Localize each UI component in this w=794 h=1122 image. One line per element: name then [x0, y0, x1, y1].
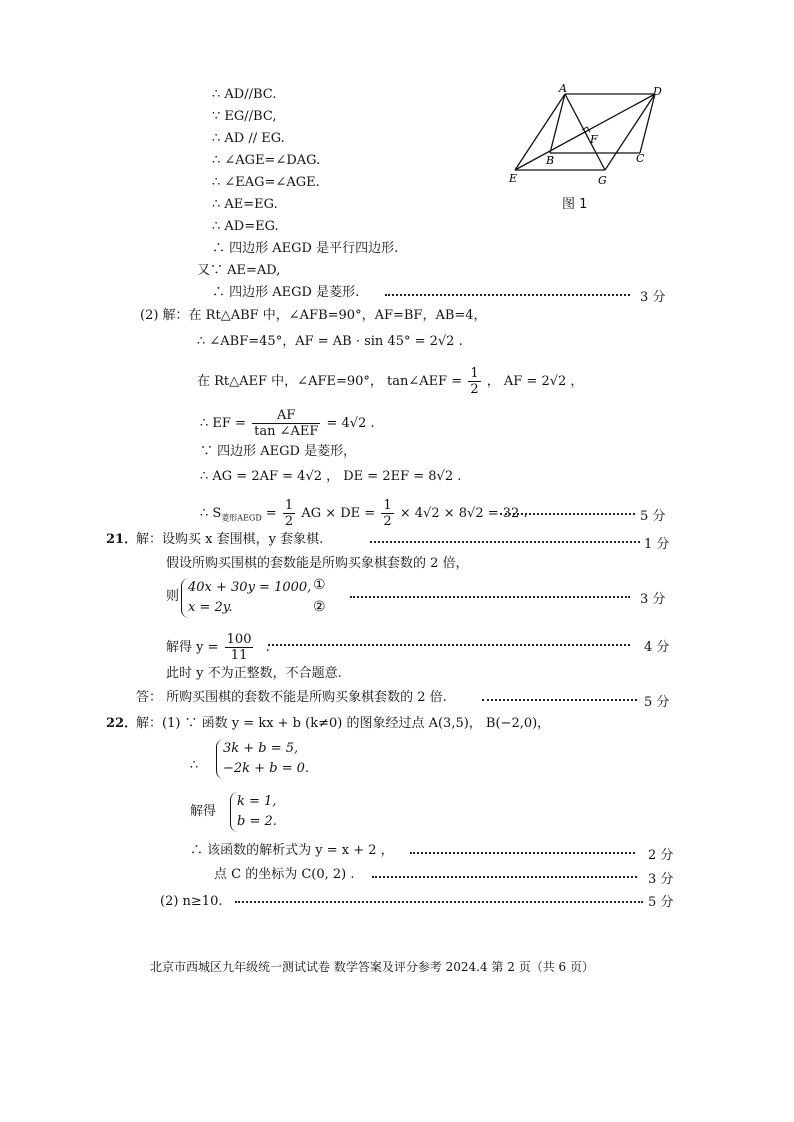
- question-number: 21．: [106, 532, 138, 547]
- segment-dg: [605, 94, 655, 170]
- equation-system: [216, 739, 309, 779]
- area-result: × 4√2 × 8√2 = 32 .: [399, 506, 528, 521]
- equation-system: [181, 578, 311, 618]
- q21-answer: 答： 所购买围棋的套数不能是所购买象棋套数的 2 倍.: [136, 690, 447, 705]
- segment-ae: [515, 94, 565, 170]
- leader-dots: [500, 503, 635, 515]
- part2-line-7: [200, 498, 528, 529]
- period: .: [265, 640, 270, 655]
- figure-caption: 图 1: [562, 197, 588, 212]
- score-label: 5 分: [640, 509, 666, 524]
- fraction-numerator: 1: [284, 498, 294, 513]
- point-label-b: B: [546, 154, 555, 167]
- proof-line-5: ∴ ∠EAG=∠AGE.: [212, 175, 320, 190]
- leader-dots: [268, 634, 630, 646]
- part2-line-3: [197, 366, 583, 397]
- leader-dots: [350, 586, 630, 598]
- fraction-denominator: tan ∠AEF: [254, 424, 319, 439]
- question-number: 22．: [106, 716, 138, 731]
- q21-then: 则: [166, 589, 180, 604]
- part2-line-2: ∴ ∠ABF=45°，AF = AB · sin 45° = 2√2 .: [197, 334, 463, 349]
- ef-result: = 4√2 .: [326, 416, 375, 431]
- score-label: 3 分: [640, 592, 666, 607]
- leader-dots: [410, 842, 635, 854]
- score-label: 2 分: [648, 848, 674, 863]
- area-label: ∴ S: [200, 506, 222, 521]
- part2-line-3-text: 在 Rt△AEF 中，∠AFE=90°， tan∠AEF =: [197, 374, 463, 389]
- q22-line-5: (2) n≥10.: [160, 894, 223, 909]
- fraction-half: [283, 498, 295, 529]
- fraction-half: [468, 366, 480, 397]
- q22-line-1: 解：(1) ∵ 函数 y = kx + b (k≠0) 的图象经过点 A(3,5)， B(−2,0)，: [136, 716, 551, 731]
- proof-line-1: ∴ AD//BC.: [212, 87, 277, 102]
- proof-line-2: ∵ EG//BC,: [212, 109, 277, 124]
- segment-dc: [640, 94, 655, 153]
- leader-dots: [372, 866, 637, 878]
- solve-label: 解得 y =: [166, 640, 219, 655]
- equation-2: −2k + b = 0.: [223, 761, 310, 776]
- q21-line-5: 此时 y 不为正整数，不合题意.: [166, 666, 342, 681]
- equation-1: k = 1,: [237, 794, 277, 809]
- fraction-numerator: 1: [383, 498, 392, 513]
- part2-line-6: ∴ AG = 2AF = 4√2 ， DE = 2EF = 8√2 .: [200, 469, 462, 484]
- score-label: 1 分: [644, 537, 670, 552]
- q22-line-4: 点 C 的坐标为 C(0, 2) .: [214, 867, 355, 882]
- q21-line-4: [166, 632, 270, 663]
- part2-line-3-tail: ， AF = 2√2 ，: [486, 374, 584, 389]
- point-label-g: G: [598, 174, 607, 187]
- equation-2: b = 2.: [237, 814, 277, 829]
- fraction-numerator: AF: [252, 408, 320, 424]
- leader-dots: [482, 689, 637, 701]
- proof-line-7: ∴ AD=EG.: [212, 219, 279, 234]
- fraction-half: [381, 498, 393, 529]
- point-label-a: A: [559, 82, 567, 95]
- part2-line-1: (2) 解：在 Rt△ABF 中，∠AFB=90°，AF=BF，AB=4，: [140, 308, 487, 323]
- ef-label: ∴ EF =: [200, 416, 246, 431]
- proof-line-6: ∴ AE=EG.: [212, 197, 278, 212]
- fraction-denominator: 11: [230, 648, 248, 663]
- fraction-denominator: 2: [470, 382, 479, 397]
- geometry-figure: [500, 82, 680, 222]
- fraction-numerator: 100: [226, 632, 252, 647]
- equation-1: 3k + b = 5,: [223, 741, 299, 756]
- score-label: 5 分: [644, 695, 670, 710]
- leader-dots: [235, 891, 643, 903]
- part2-line-4: [200, 408, 375, 439]
- proof-line-4: ∴ ∠AGE=∠DAG.: [212, 153, 321, 168]
- point-label-c: C: [636, 152, 645, 165]
- point-label-f: F: [590, 133, 598, 146]
- proof-line-8: ∴ 四边形 AEGD 是平行四边形.: [212, 241, 399, 256]
- part2-line-5: ∵ 四边形 AEGD 是菱形，: [200, 444, 357, 459]
- proof-line-3: ∴ AD // EG.: [212, 131, 285, 146]
- score-label: 3 分: [640, 290, 666, 305]
- segment-ed: [515, 94, 655, 170]
- solve-label: 解得: [190, 804, 217, 819]
- q22-line-3: ∴ 该函数的解析式为 y = x + 2 ，: [190, 843, 394, 858]
- equation-1: 40x + 30y = 1000,: [188, 580, 312, 595]
- leader-dots: [385, 284, 630, 296]
- fraction-100-11: [225, 632, 254, 663]
- therefore-symbol: ∴: [190, 758, 199, 773]
- q21-line-1: 解：设购买 x 套围棋，y 套象棋.: [136, 532, 324, 547]
- leader-dots: [370, 531, 640, 543]
- equation-2: x = 2y.: [188, 600, 233, 615]
- fraction-denominator: 2: [383, 514, 392, 529]
- fraction-denominator: 2: [284, 514, 294, 529]
- page-footer: 北京市西城区九年级统一测试试卷 数学答案及评分参考 2024.4 第 2 页（共 6 页）: [150, 960, 594, 974]
- score-label: 4 分: [644, 640, 670, 655]
- point-label-d: D: [653, 85, 662, 98]
- area-eq: =: [261, 506, 277, 521]
- score-label: 5 分: [648, 895, 674, 910]
- area-product: AG × DE =: [301, 506, 376, 521]
- q21-line-2: 假设所购买围棋的套数能是所购买象棋套数的 2 倍，: [166, 556, 469, 571]
- proof-line-9: 又∵ AE=AD,: [197, 263, 281, 278]
- score-label: 3 分: [648, 872, 674, 887]
- point-label-e: E: [509, 172, 518, 185]
- equation-system: [230, 792, 277, 832]
- area-subscript: 菱形AEGD: [221, 513, 262, 523]
- circle-marker-1: ①: [313, 577, 326, 593]
- fraction-af-tan: [252, 408, 320, 439]
- circle-marker-2: ②: [313, 599, 326, 615]
- proof-line-10: ∴ 四边形 AEGD 是菱形.: [212, 285, 360, 300]
- fraction-numerator: 1: [470, 366, 479, 381]
